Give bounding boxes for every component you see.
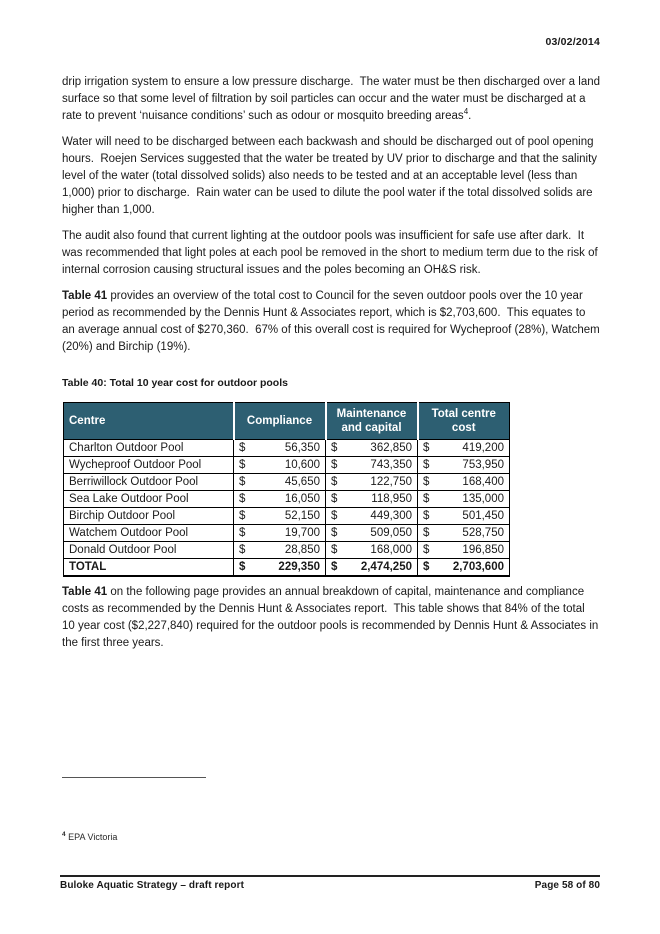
compliance-value: 45,650 [284,476,320,488]
centre-cell: Donald Outdoor Pool [64,542,234,559]
currency-symbol: $ [239,476,246,488]
compliance-value: 16,050 [284,493,320,505]
maintenance-value: 362,850 [370,442,412,454]
header-cell-compliance: Compliance [234,403,326,440]
compliance-cell [234,525,326,542]
currency-symbol: $ [239,544,246,556]
compliance-cell [234,508,326,525]
paragraph-drip-irrigation [62,74,604,125]
compliance-cell [234,457,326,474]
total-centre-cost-cell [418,457,510,474]
currency-symbol: $ [331,527,338,539]
footnote-text: EPA Victoria [68,832,118,842]
table-row [64,508,510,525]
total-centre-cost-value: 168,400 [462,476,504,488]
footnote-marker: 4 [62,831,66,838]
table-header [64,403,510,440]
currency-symbol: $ [423,527,430,539]
centre-cell: Sea Lake Outdoor Pool [64,491,234,508]
footer-report-title: Buloke Aquatic Strategy – draft report [60,880,245,891]
maintenance-value: 743,350 [370,459,412,471]
table-total-row [64,559,510,577]
maintenance-value: 118,950 [371,493,412,505]
currency-symbol: $ [331,544,338,556]
currency-symbol: $ [331,459,338,471]
total-centre-cost-cell [418,559,510,577]
currency-symbol: $ [423,442,430,454]
total-centre-cost-value: 753,950 [462,459,504,471]
maintenance-cell [326,525,418,542]
currency-symbol: $ [423,476,430,488]
centre-cell: Berriwillock Outdoor Pool [64,474,234,491]
currency-symbol: $ [423,544,430,556]
compliance-cell [234,542,326,559]
centre-cell: Charlton Outdoor Pool [64,440,234,457]
footer-page-number: Page 58 of 80 [534,880,600,891]
currency-symbol: $ [331,561,338,573]
centre-cell: Birchip Outdoor Pool [64,508,234,525]
compliance-cell [234,474,326,491]
paragraph-text: on the following page provides an annual breakdown of capital, maintenance and compliance costs as recommended by the Dennis Hunt & Associates report. This table shows that 84% of the total 10 year cost ($2,227,840) required for the outdoor pools is recommended by Dennis Hunt & Associates in the first three years. [62,586,602,649]
currency-symbol: $ [331,510,338,522]
header-cell-centre: Centre [64,403,234,440]
table-header-row [64,403,510,440]
maintenance-cell [326,440,418,457]
total-compliance-cell [234,559,326,577]
paragraph-text-after-ref: . [468,110,472,122]
total-maintenance-cell [326,559,418,577]
currency-symbol: $ [239,459,246,471]
footnote-separator [62,777,206,778]
total-centre-cost-value: 135,000 [462,493,504,505]
total-centre-cost-cell [418,474,510,491]
header-cell-total: Total centre cost [418,403,510,440]
currency-symbol: $ [423,510,430,522]
cost-table-total [64,559,510,577]
table41-bold-lead: Table 41 [62,290,108,302]
page-date: 03/02/2014 [545,36,600,48]
centre-cell: Wycheproof Outdoor Pool [64,457,234,474]
outdoor-pools-cost-table [63,402,510,577]
table-row [64,440,510,457]
total-centre-cost-value: 528,750 [462,527,504,539]
total-centre-cost-cell [418,508,510,525]
maintenance-cell [326,457,418,474]
compliance-value: 28,850 [284,544,320,556]
total-label-cell: TOTAL [64,559,234,577]
maintenance-value: 449,300 [370,510,412,522]
footnote-epa-victoria [62,831,117,842]
total-compliance-value: 229,350 [278,561,320,573]
compliance-value: 52,150 [284,510,320,522]
total-centre-cost-cell [418,491,510,508]
footnote-reference-4: 4 [463,107,469,117]
page-footer [60,875,600,891]
header-cell-maintenance: Maintenance and capital [326,403,418,440]
currency-symbol: $ [423,493,430,505]
total-centre-cost-value: 419,200 [462,442,504,454]
currency-symbol: $ [239,527,246,539]
maintenance-cell [326,491,418,508]
cost-table-body [64,440,510,559]
currency-symbol: $ [239,442,246,454]
compliance-value: 19,700 [284,527,320,539]
currency-symbol: $ [331,493,338,505]
paragraph-water-discharge: Water will need to be discharged between each backwash and should be discharged out of pool opening hours. Roejen Services suggested that the water be treated by UV prior to discharge and that the salinity level of the water (total dissolved solids) also needs to be tested and at an acceptable level (less than 1,000) prior to discharge. Rain water can be used to dilute the pool water if the total dissolved solids are higher than 1,000. [62,136,601,216]
currency-symbol: $ [239,493,246,505]
table-row [64,525,510,542]
maintenance-cell [326,508,418,525]
maintenance-value: 509,050 [370,527,412,539]
total-maintenance-value: 2,474,250 [360,561,412,573]
total-centre-cost-cell [418,525,510,542]
centre-cell: Watchem Outdoor Pool [64,525,234,542]
paragraph-text: provides an overview of the total cost to Council for the seven outdoor pools over the 10 year period as recommended by the Dennis Hunt & Associates report, which is $2,703,600. This equates to an average annual cost of $270,360. 67% of this overall cost is required for Wycheproof (28%), Watchem (20%) and Birchip (19%). [62,290,603,353]
compliance-cell [234,440,326,457]
table-row [64,542,510,559]
table41-bold-lead: Table 41 [62,586,108,598]
table-row [64,474,510,491]
currency-symbol: $ [239,510,246,522]
maintenance-value: 168,000 [370,544,412,556]
compliance-value: 10,600 [284,459,320,471]
paragraph-table41-breakdown [62,584,600,652]
table-row [64,457,510,474]
currency-symbol: $ [423,561,430,573]
total-centre-cost-value: 2,703,600 [452,561,504,573]
total-centre-cost-cell [418,542,510,559]
page-content [62,0,604,661]
paragraph-audit-lighting: The audit also found that current lighting at the outdoor pools was insufficient for safe use after dark. It was recommended that light poles at each pool be removed in the short to medium term due to the risk of internal corrosion causing structural issues and the poles becoming an OH&S risk. [62,230,601,276]
currency-symbol: $ [331,476,338,488]
table-caption: Table 40: Total 10 year cost for outdoor pools [62,377,288,389]
maintenance-value: 122,750 [370,476,412,488]
table-row [64,491,510,508]
maintenance-cell [326,542,418,559]
total-centre-cost-cell [418,440,510,457]
currency-symbol: $ [239,561,246,573]
paragraph-text: drip irrigation system to ensure a low pressure discharge. The water must be then discharged over a land surface so that some level of filtration by soil particles can occur and the water must be discharged at a rate to prevent ‘nuisance conditions’ such as odour or mosquito breeding areas [62,76,604,122]
currency-symbol: $ [423,459,430,471]
total-centre-cost-value: 501,450 [462,510,504,522]
total-centre-cost-value: 196,850 [462,544,504,556]
maintenance-cell [326,474,418,491]
compliance-value: 56,350 [284,442,320,454]
currency-symbol: $ [331,442,338,454]
compliance-cell [234,491,326,508]
paragraph-table41-overview [62,288,603,356]
